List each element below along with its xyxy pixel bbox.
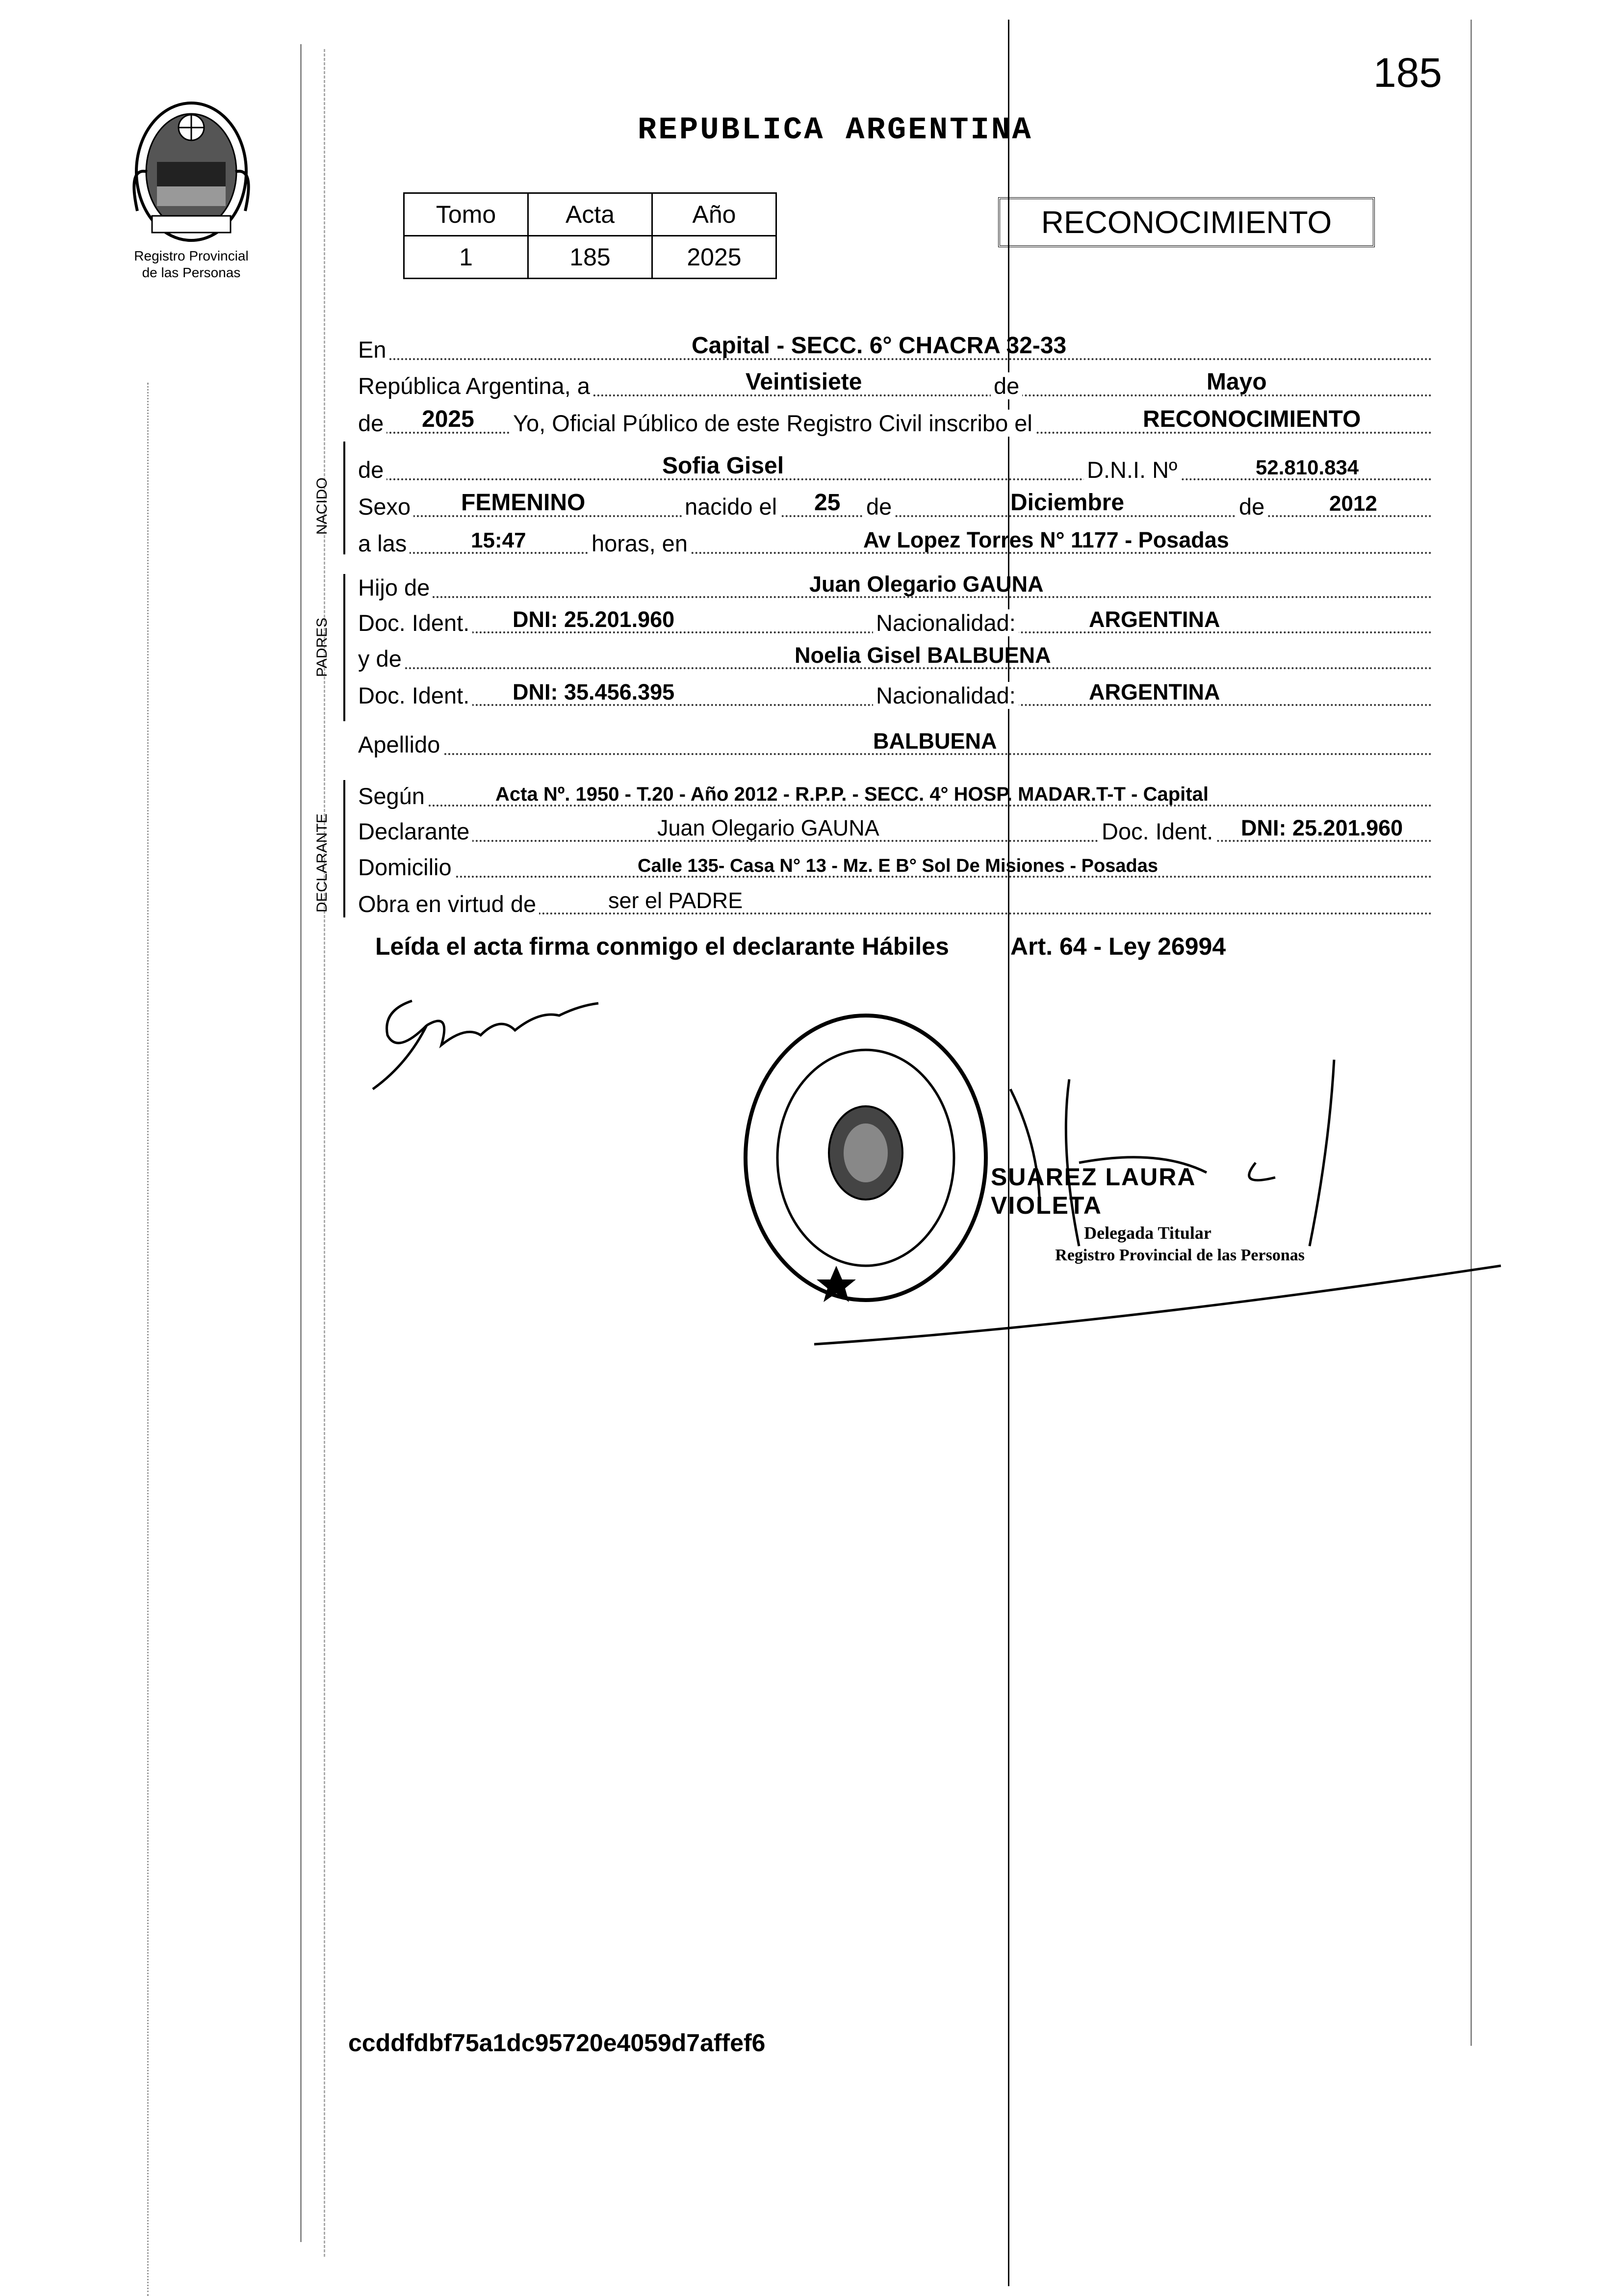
- closing-law: Art. 64 - Ley 26994: [1010, 933, 1226, 960]
- document-hash: ccddfdbf75a1dc95720e4059d7affef6: [348, 2029, 766, 2057]
- declarante-bracket: [343, 780, 345, 917]
- tomo-header: Tomo: [404, 193, 528, 236]
- row-place: [358, 334, 1432, 363]
- nacionalidad-label: Nacionalidad:: [873, 682, 1019, 709]
- de-label: de: [863, 493, 895, 520]
- sexo-label: Sexo: [358, 493, 413, 520]
- official-org: Registro Provincial de las Personas: [1055, 1246, 1305, 1264]
- row-mother: [358, 643, 1432, 672]
- place-value: Capital - SECC. 6° CHACRA 32-33: [692, 333, 1067, 359]
- official-name: SUAREZ LAURA VIOLETA: [991, 1163, 1195, 1219]
- name-value: Sofia Gisel: [662, 453, 784, 479]
- year-value: 2025: [422, 406, 474, 432]
- father-name-value: Juan Olegario GAUNA: [809, 572, 1044, 597]
- declarant-name-value: Juan Olegario GAUNA: [657, 815, 879, 840]
- mother-nationality-value: ARGENTINA: [1089, 679, 1220, 704]
- mother-name-value: Noelia Gisel BALBUENA: [795, 643, 1051, 668]
- dni-label: D.N.I. Nº: [1084, 456, 1180, 483]
- province-coat-of-arms-logo: [118, 93, 265, 250]
- address-value: Calle 135- Casa N° 13 - Mz. E B° Sol De Misiones - Posadas: [638, 856, 1158, 876]
- row-father: [358, 572, 1432, 601]
- book-reference-table: [403, 192, 777, 279]
- hijo-label: Hijo de: [358, 574, 433, 601]
- birth-place-value: Av Lopez Torres N° 1177 - Posadas: [863, 527, 1229, 552]
- obra-value: ser el PADRE: [608, 888, 743, 913]
- logo-caption-line1: Registro Provincial: [134, 248, 249, 263]
- left-inner-marks: [324, 49, 325, 2257]
- row-father-doc: [358, 607, 1432, 636]
- birth-year-value: 2012: [1329, 492, 1377, 516]
- official-role: Delegada Titular: [1084, 1223, 1211, 1243]
- acta-value: 185: [528, 236, 652, 279]
- segun-value: Acta Nº. 1950 - T.20 - Año 2012 - R.P.P. - SECC. 4° HOSP. MADAR.T-T - Capital: [495, 783, 1209, 805]
- doc-ident-label: Doc. Ident.: [358, 609, 472, 636]
- de-label: de: [991, 372, 1022, 399]
- surname-value: BALBUENA: [873, 729, 997, 754]
- left-margin-marks: [147, 383, 149, 2296]
- row-time-place: [358, 527, 1432, 557]
- de-label: de: [358, 410, 386, 437]
- father-nationality-value: ARGENTINA: [1089, 607, 1220, 632]
- republica-label: República Argentina, a: [358, 372, 593, 399]
- sex-value: FEMENINO: [461, 490, 586, 516]
- logo-caption: [83, 248, 299, 281]
- birth-month-value: Diciembre: [1010, 490, 1125, 516]
- month-value: Mayo: [1207, 369, 1267, 395]
- tomo-value: 1: [404, 236, 528, 279]
- apellido-label: Apellido: [358, 731, 443, 758]
- doc-ident-label: Doc. Ident.: [1099, 818, 1216, 845]
- mother-doc-value: DNI: 35.456.395: [513, 679, 675, 704]
- row-surname: [358, 729, 1432, 758]
- logo-caption-line2: de las Personas: [142, 265, 241, 280]
- declarante-side-label: DECLARANTE: [314, 813, 330, 913]
- row-name: [358, 454, 1432, 483]
- row-mother-doc: [358, 679, 1432, 709]
- declarant-doc-value: DNI: 25.201.960: [1241, 815, 1403, 840]
- row-segun: [358, 780, 1432, 809]
- doc-ident-label: Doc. Ident.: [358, 682, 472, 709]
- row-sex-birth: [358, 491, 1432, 520]
- birth-time-value: 15:47: [471, 528, 526, 552]
- page-title: REPUBLICA ARGENTINA: [638, 113, 1033, 148]
- row-obra: [358, 888, 1432, 917]
- padres-side-label: PADRES: [314, 617, 330, 677]
- de-label-2: de: [1236, 493, 1267, 520]
- nacido-label: nacido el: [682, 493, 780, 520]
- right-border-line: [1470, 20, 1472, 2046]
- day-value: Veintisiete: [746, 369, 862, 395]
- horas-label: horas, en: [589, 530, 691, 557]
- y-de-label: y de: [358, 645, 405, 672]
- en-label: En: [358, 336, 389, 363]
- nacido-bracket: [343, 442, 345, 554]
- act-type-box: RECONOCIMIENTO: [998, 197, 1375, 247]
- dni-value: 52.810.834: [1256, 456, 1359, 479]
- padres-bracket: [343, 574, 345, 721]
- nacido-side-label: NACIDO: [314, 477, 330, 535]
- obra-label: Obra en virtud de: [358, 890, 539, 917]
- de-label: de: [358, 456, 386, 483]
- left-border-line: [300, 44, 302, 2242]
- domicilio-label: Domicilio: [358, 854, 455, 881]
- anio-value: 2025: [652, 236, 776, 279]
- row-address: [358, 851, 1432, 881]
- a-las-label: a las: [358, 530, 410, 557]
- page-number: 185: [1373, 50, 1442, 96]
- nacionalidad-label: Nacionalidad:: [873, 609, 1019, 636]
- acta-header: Acta: [528, 193, 652, 236]
- row-declarant: [358, 815, 1432, 845]
- segun-label: Según: [358, 783, 428, 809]
- birth-day-value: 25: [814, 490, 841, 516]
- anio-header: Año: [652, 193, 776, 236]
- declarante-label: Declarante: [358, 818, 472, 845]
- row-date: [358, 370, 1432, 399]
- row-inscription: [358, 407, 1432, 437]
- declarant-signature: [353, 981, 608, 1109]
- official-block: [991, 1163, 1305, 1265]
- yo-text: Yo, Oficial Público de este Registro Civil inscribo el: [510, 410, 1035, 437]
- inscription-value: RECONOCIMIENTO: [1143, 406, 1361, 432]
- closing-text: Leída el acta firma conmigo el declarante Hábiles: [375, 933, 949, 960]
- father-doc-value: DNI: 25.201.960: [513, 607, 675, 632]
